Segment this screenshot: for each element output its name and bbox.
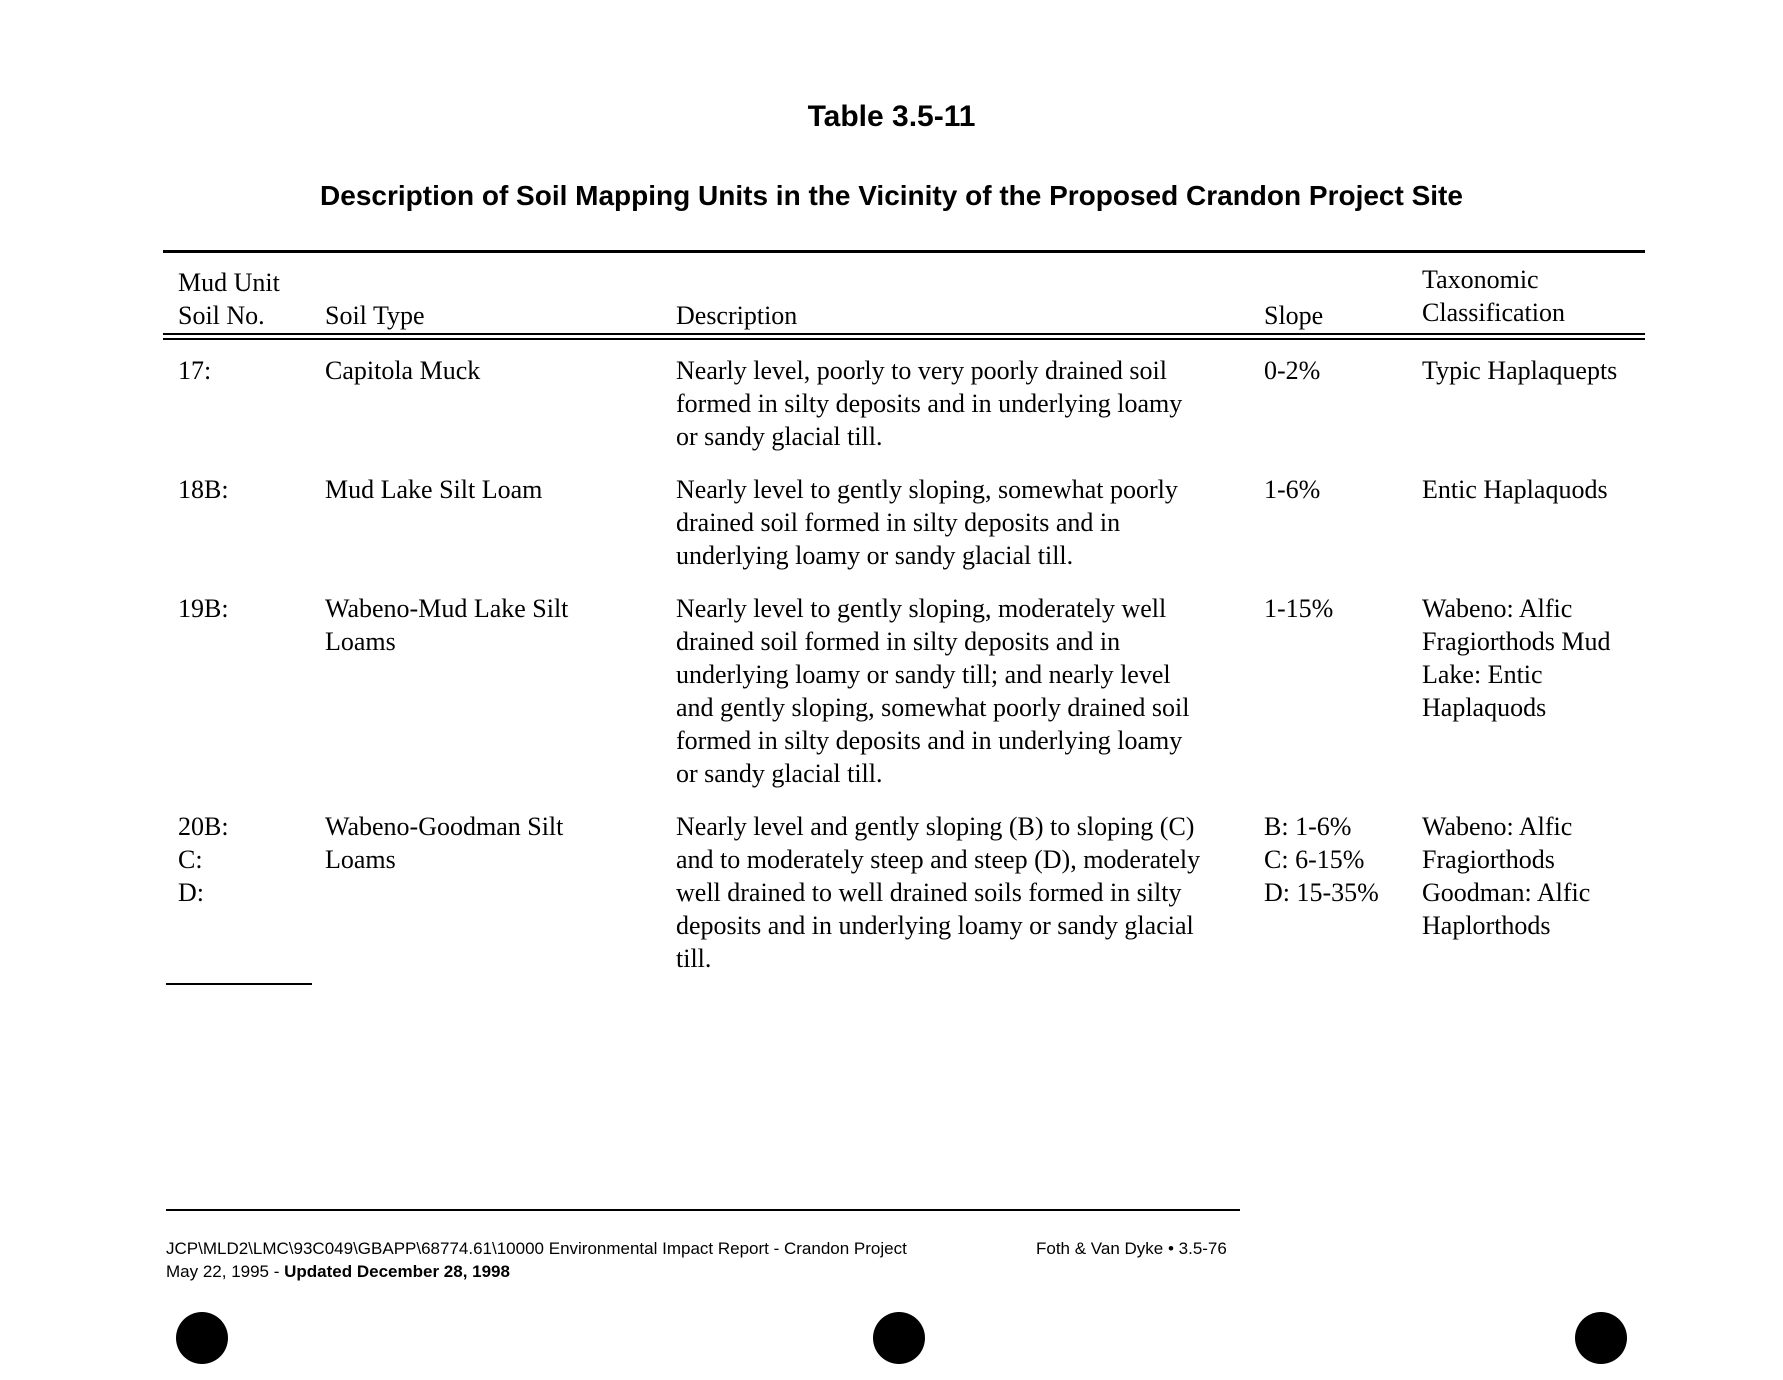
cell-line: formed in silty deposits and in underlying loamy [676,726,1183,755]
cell-line: C: [178,845,203,874]
cell-line: Wabeno: Alfic [1422,594,1573,623]
table-top-rule [163,250,1645,253]
cell-line: formed in silty deposits and in underlying loamy [676,389,1183,418]
header-mud-unit-soil-no [178,266,280,332]
cell-unit [178,473,318,506]
cell-line: 1-6% [1264,475,1321,504]
cell-description [676,473,1246,572]
cell-line: B: 1-6% [1264,812,1352,841]
header-slope: Slope [1264,301,1324,330]
cell-classification [1422,592,1652,724]
cell-line: 1-15% [1264,594,1334,623]
header-description: Description [676,301,798,330]
cell-classification [1422,473,1652,506]
header-double-rule-bottom [163,338,1645,340]
cell-line: Entic Haplaquods [1422,475,1608,504]
cell-line: well drained to well drained soils formed in silty [676,878,1182,907]
header-col5-line: Classification [1422,298,1565,327]
cell-line: D: 15-35% [1264,878,1379,907]
cell-line: underlying loamy or sandy glacial till. [676,541,1074,570]
cell-line: 18B: [178,475,229,504]
cell-line: or sandy glacial till. [676,759,883,788]
table-title: Description of Soil Mapping Units in the Vicinity of the Proposed Crandon Project Site [320,180,1463,211]
cell-description [676,592,1246,790]
cell-line: drained soil formed in silty deposits and in [676,508,1121,537]
cell-line: deposits and in underlying loamy or sandy glacial [676,911,1194,940]
cell-line: Nearly level, poorly to very poorly drained soil [676,356,1167,385]
cell-line: Mud Lake Silt Loam [325,475,543,504]
cell-slope [1264,354,1414,387]
cell-line: Haplaquods [1422,693,1547,722]
cell-line: Typic Haplaquepts [1422,356,1618,385]
cell-slope [1264,810,1414,909]
header-col1-line: Mud Unit [178,268,280,297]
cell-line: 0-2% [1264,356,1321,385]
footer-path-line: JCP\MLD2\LMC\93C049\GBAPP\68774.61\10000 Environmental Impact Report - Crandon Project [166,1239,907,1258]
footer-rule [166,1209,1240,1211]
cell-line: underlying loamy or sandy till; and nearly level [676,660,1171,689]
cell-line: Haplorthods [1422,911,1551,940]
binder-hole [176,1312,228,1364]
cell-unit [178,810,318,909]
cell-description [676,354,1246,453]
header-taxonomic-classification [1422,263,1565,329]
cell-line: Wabeno: Alfic [1422,812,1573,841]
cell-slope [1264,592,1414,625]
cell-line: or sandy glacial till. [676,422,883,451]
cell-line: Nearly level to gently sloping, somewhat poorly [676,475,1178,504]
cell-line: Nearly level to gently sloping, moderately well [676,594,1167,623]
cell-line: Capitola Muck [325,356,481,385]
cell-line: Loams [325,845,396,874]
footer-publisher-page: Foth & Van Dyke • 3.5-76 [1036,1239,1227,1258]
cell-line: till. [676,944,712,973]
cell-classification [1422,354,1652,387]
cell-soil-type [325,810,625,876]
table-number: Table 3.5-11 [807,100,976,133]
footer-date-line [166,1260,907,1283]
cell-line: and to moderately steep and steep (D), moderately [676,845,1201,874]
header-soil-type: Soil Type [325,301,425,330]
table-end-rule [166,983,312,985]
cell-unit [178,354,318,387]
cell-line: Nearly level and gently sloping (B) to sloping (C) [676,812,1195,841]
cell-line: D: [178,878,204,907]
cell-line: 19B: [178,594,229,623]
cell-line: Wabeno-Mud Lake Silt [325,594,569,623]
cell-line: Fragiorthods [1422,845,1555,874]
header-col1-line: Soil No. [178,301,265,330]
cell-soil-type [325,354,625,387]
cell-line: Lake: Entic [1422,660,1543,689]
cell-line: Wabeno-Goodman Silt [325,812,564,841]
header-col5-line: Taxonomic [1422,265,1539,294]
cell-line: C: 6-15% [1264,845,1365,874]
cell-line: drained soil formed in silty deposits and in [676,627,1121,656]
footer-updated: Updated December 28, 1998 [284,1262,510,1281]
cell-soil-type [325,473,625,506]
binder-hole [873,1312,925,1364]
cell-unit [178,592,318,625]
cell-line: Goodman: Alfic [1422,878,1591,907]
binder-hole [1575,1312,1627,1364]
cell-line: and gently sloping, somewhat poorly drained soil [676,693,1190,722]
footer-date: May 22, 1995 - [166,1262,285,1281]
cell-line: 20B: [178,812,229,841]
cell-line: Fragiorthods Mud [1422,627,1611,656]
footer-left [166,1237,907,1283]
cell-description [676,810,1246,975]
cell-soil-type [325,592,625,658]
cell-classification [1422,810,1652,942]
cell-line: Loams [325,627,396,656]
cell-slope [1264,473,1414,506]
cell-line: 17: [178,356,212,385]
header-double-rule-top [163,333,1645,335]
